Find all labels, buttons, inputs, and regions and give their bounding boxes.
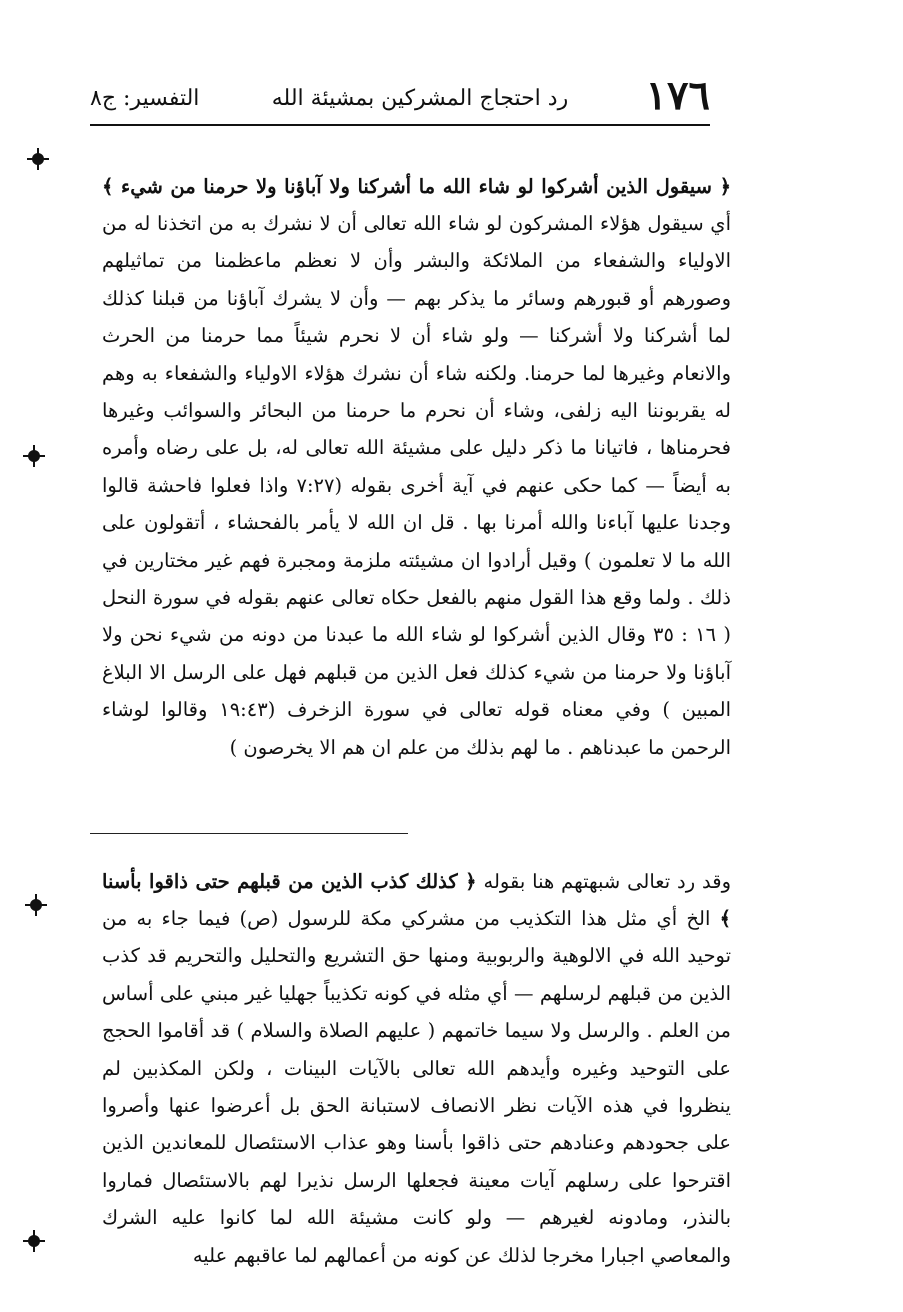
margin-mark-1	[32, 153, 44, 165]
commentary-text-2: الخ أي مثل هذا التكذيب من مشركي مكة للرسول (ص) فيما جاء به من توحيد الله في الالوهية والربوبية ومنها حق التشريع والتحليل والتحريم قد كذب الذين من قبلهم لرسلهم — أي مثله في كونه تكذيباً جهليا غير مبني على أساس من العلم . والرسل ولا سيما خاتمهم ( عليهم الصلاة والسلام ) قد أقاموا الحجج على التوحيد وغيره وأيدهم الله تعالى بالآيات البينات ، ولكن المكذبين لم ينظروا في هذه الآيات نظر الانصاف لاستبانة الحق بل أعرضوا عنها وأصروا على جحودهم وعنادهم حتى ذاقوا بأسنا وهو عذاب الاستئصال للمعاندين الذين اقترحوا على رسلهم آيات معينة فجعلها الرسل نذيرا لهم بالاستئصال فماروا بالنذر، ومادونه لغيرهم — ولو كانت مشيئة الله لما كانوا عليه الشرك والمعاصي اجبارا مخرجا لذلك عن كونه من أعمالهم لما عاقبهم عليه	[102, 906, 731, 1267]
running-section: التفسير: ج٨	[90, 86, 200, 111]
margin-mark-2	[28, 450, 40, 462]
margin-mark-4	[28, 1235, 40, 1247]
footnote-divider	[90, 833, 408, 834]
quran-verse-2: ﴿ كذلك كذب الذين من قبلهم حتى ذاقوا بأسنا ﴾	[102, 869, 731, 930]
running-title: رد احتجاج المشركين بمشيئة الله	[271, 86, 569, 111]
page-number: ١٧٦	[645, 72, 710, 119]
commentary-text-1: أي سيقول هؤلاء المشركون لو شاء الله تعالى أن لا نشرك به من اتخذنا له من الاولياء والشفعاء من الملائكة والبشر وأن لا نعظم ماعظمنا من تماثيلهم وصورهم أو قبورهم وسائر ما يذكر بهم — وأن لا يشرك آباؤنا من قبلنا كذلك لما أشركنا ولا أشركنا — ولو شاء أن لا نحرم شيئاً مما حرمنا من الحرث والانعام وغيرها لما حرمنا. ولكنه شاء أن نشرك هؤلاء الاولياء والشفعاء به وهم له يقربوننا اليه زلفى، وشاء أن نحرم ما حرمنا من البحائر والسوائب وغيرها فحرمناها ، فاتيانا ما ذكر دليل على مشيئة الله تعالى له، بل على رضاه وأمره به أيضاً — كما حكى عنهم في آية أخرى بقوله (٧:٢٧ واذا فعلوا فاحشة قالوا وجدنا عليها آباءنا والله أمرنا بها . قل ان الله لا يأمر بالفحشاء ، أتقولون على الله ما لا تعلمون ) وقيل أرادوا ان مشيئته ملزمة ومجبرة فهم غير مختارين في ذلك . ولما وقع هذا القول منهم بالفعل حكاه تعالى عنهم بقوله في سورة النحل ( ١٦ : ٣٥ وقال الذين أشركوا لو شاء الله ما عبدنا من دونه من شيء نحن ولا آباؤنا ولا حرمنا من شيء كذلك فعل الذين من قبلهم فهل على الرسل الا البلاغ المبين ) وفي معناه قوله تعالى في سورة الزخرف (١٩:٤٣ وقالوا لوشاء الرحمن ما عبدناهم . ما لهم بذلك من علم ان هم الا يخرصون )	[102, 211, 732, 759]
commentary-paragraph-2	[102, 863, 731, 1274]
header-rule	[90, 124, 710, 126]
margin-mark-3	[30, 899, 42, 911]
page-header	[90, 72, 710, 120]
commentary-paragraph-1	[102, 168, 731, 767]
quran-verse-1: ﴿ سيقول الذين أشركوا لو شاء الله ما أشركنا ولا آباؤنا ولا حرمنا من شيء ﴾	[102, 174, 731, 198]
commentary-intro-2: وقد رد تعالى شبهتهم هنا بقوله	[476, 869, 732, 893]
